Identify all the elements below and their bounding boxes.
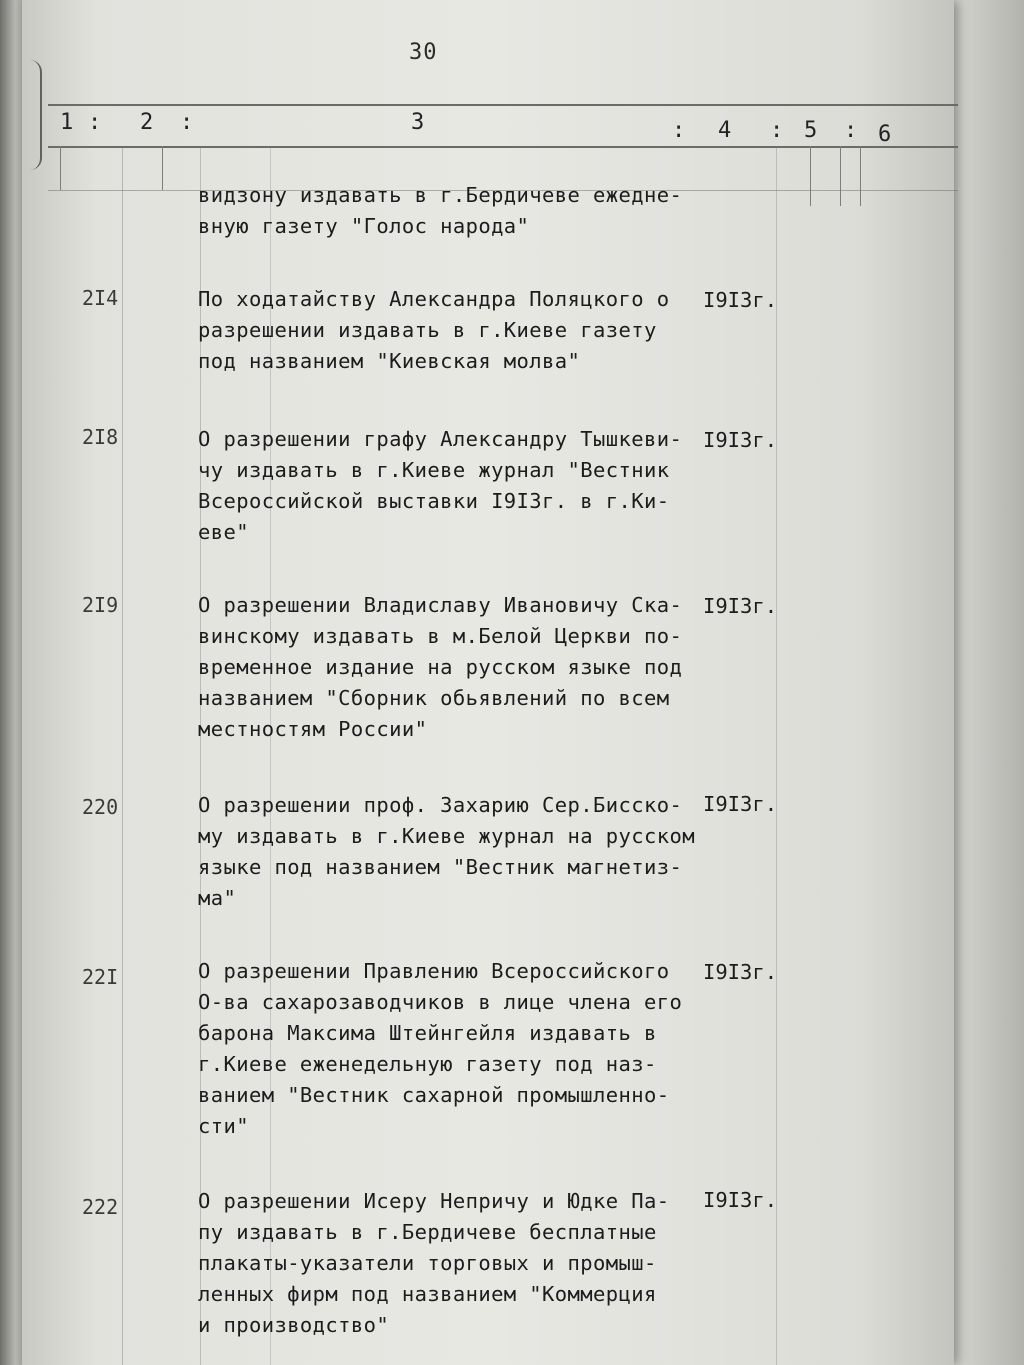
- column-4-label: 4: [718, 118, 732, 143]
- column-2-label: 2: [140, 110, 154, 135]
- next-page-edge: [954, 0, 1024, 1365]
- continuation-text: видзону издавать в г.Бердичеве ежедне- вную газету "Голос народа": [198, 183, 683, 238]
- entry-year: I9I3г.: [703, 288, 778, 312]
- entry-text: О разрешении Владиславу Ивановичу Ска- винскому издавать в м.Белой Церкви по- временное издание на русском языке под названием "Сборник обьявлений по всем местностям России": [198, 593, 683, 741]
- entry-number: 2I8: [82, 425, 119, 449]
- entry-text: О разрешении проф. Захарию Сер.Бисско- му издавать в г.Киеве журнал на русском языке под названием "Вестник магнетиз- ма": [198, 793, 695, 910]
- column-divider: [162, 146, 163, 190]
- column-divider: [860, 146, 861, 206]
- entry-number: 220: [82, 795, 119, 819]
- header-bottom-rule: [48, 146, 958, 148]
- entry-year: I9I3г.: [703, 960, 778, 984]
- column-6-label: 6: [878, 122, 892, 147]
- column-separator: :: [88, 110, 102, 135]
- column-divider: [810, 146, 811, 206]
- entry-text: О разрешении Исеру Непричу и Юдке Па- пу издавать в г.Бердичеве бесплатные плакаты-указатели торговых и промыш- ленных фирм под названием "Коммерция и производство": [198, 1189, 670, 1337]
- column-separator: :: [844, 118, 858, 143]
- entry-year: I9I3г.: [703, 792, 778, 816]
- column-separator: :: [770, 118, 784, 143]
- column-3-label: 3: [411, 110, 425, 135]
- entry-number: 22I: [82, 965, 119, 989]
- column-1-label: 1: [60, 110, 74, 135]
- column-divider: [776, 146, 777, 1365]
- entry-year: I9I3г.: [703, 1188, 778, 1212]
- column-5-label: 5: [804, 118, 818, 143]
- margin-stamp-mark: [22, 60, 42, 170]
- entry-text: О разрешении графу Александру Тышкеви- чу издавать в г.Киеве журнал "Вестник Всероссийской выставки I9I3г. в г.Ки- еве": [198, 427, 683, 544]
- entry-text: О разрешении Правлению Всероссийского О-ва сахарозаводчиков в лице члена его барона Максима Штейнгейля издавать в г.Киеве еженедельную газету под наз- ванием "Вестник сахарной промышленно- сти": [198, 959, 683, 1138]
- column-divider: [60, 146, 61, 190]
- header-top-rule: [48, 104, 958, 106]
- column-divider: [840, 146, 841, 206]
- column-divider: [122, 146, 123, 1365]
- entry-number: 2I9: [82, 593, 119, 617]
- entry-year: I9I3г.: [703, 594, 778, 618]
- page-number: 30: [409, 40, 438, 65]
- entry-year: I9I3г.: [703, 428, 778, 452]
- entry-number: 222: [82, 1195, 119, 1219]
- document-page: [22, 0, 954, 1365]
- entry-number: 2I4: [82, 286, 119, 310]
- column-separator: :: [672, 118, 686, 143]
- column-separator: :: [180, 110, 194, 135]
- entry-text: По ходатайству Александра Поляцкого о разрешении издавать в г.Киеве газету под названием "Киевская молва": [198, 287, 670, 373]
